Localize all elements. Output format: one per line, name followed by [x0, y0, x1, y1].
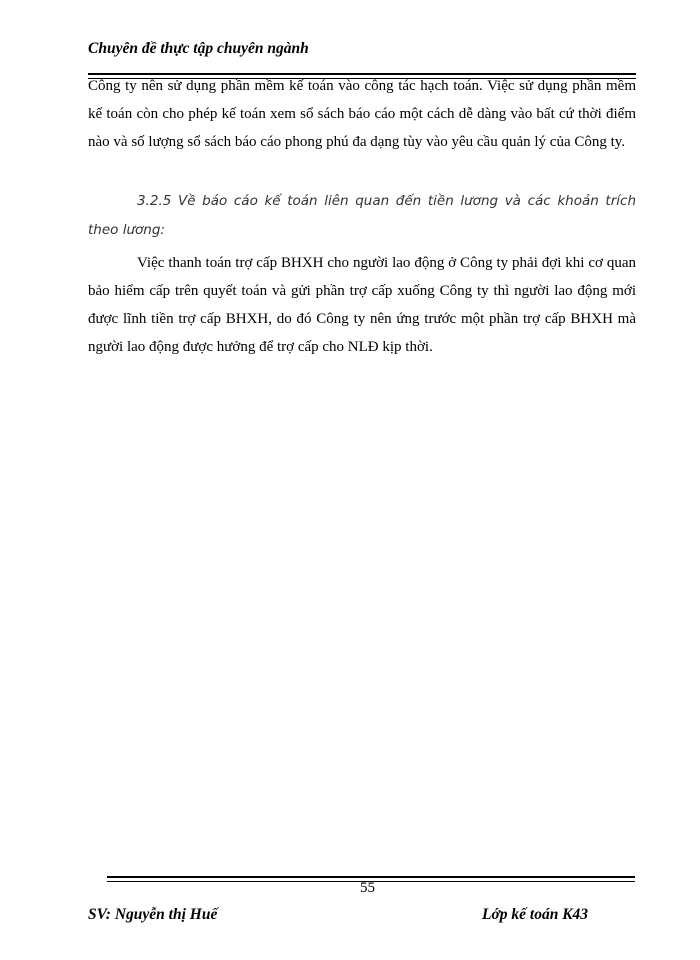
page-number: 55 — [360, 880, 375, 896]
body-paragraph-1: Công ty nên sử dụng phần mềm kế toán vào công tác hạch toán. Việc sử dụng phần mềm kế toán còn cho phép kế toán xem sổ sách báo cáo một cách dễ dàng vào bất cứ thời điểm nào và số lượng sổ sách báo cáo phong phú đa dạng tùy vào yêu cầu quản lý của Công ty. — [88, 78, 636, 150]
body-paragraph-2: Việc thanh toán trợ cấp BHXH cho người lao động ở Công ty phải đợi khi cơ quan bảo hiểm cấp trên quyết toán và gửi phần trợ cấp xuống Công ty thì người lao động mới được lĩnh tiền trợ cấp BHXH, do đó Công ty nên ứng trước một phần trợ cấp BHXH mà người lao động được hưởng để trợ cấp cho NLĐ kịp thời. — [88, 255, 636, 355]
footer-student-name: SV: Nguyễn thị Huế — [88, 906, 218, 923]
footer-class-name: Lớp kế toán K43 — [482, 906, 589, 923]
page-header-title: Chuyên đề thực tập chuyên ngành — [88, 40, 309, 57]
section-heading: 3.2.5 Về báo cáo kế toán liên quan đến tiền lương và các khoản trích theo lương: — [88, 193, 636, 238]
